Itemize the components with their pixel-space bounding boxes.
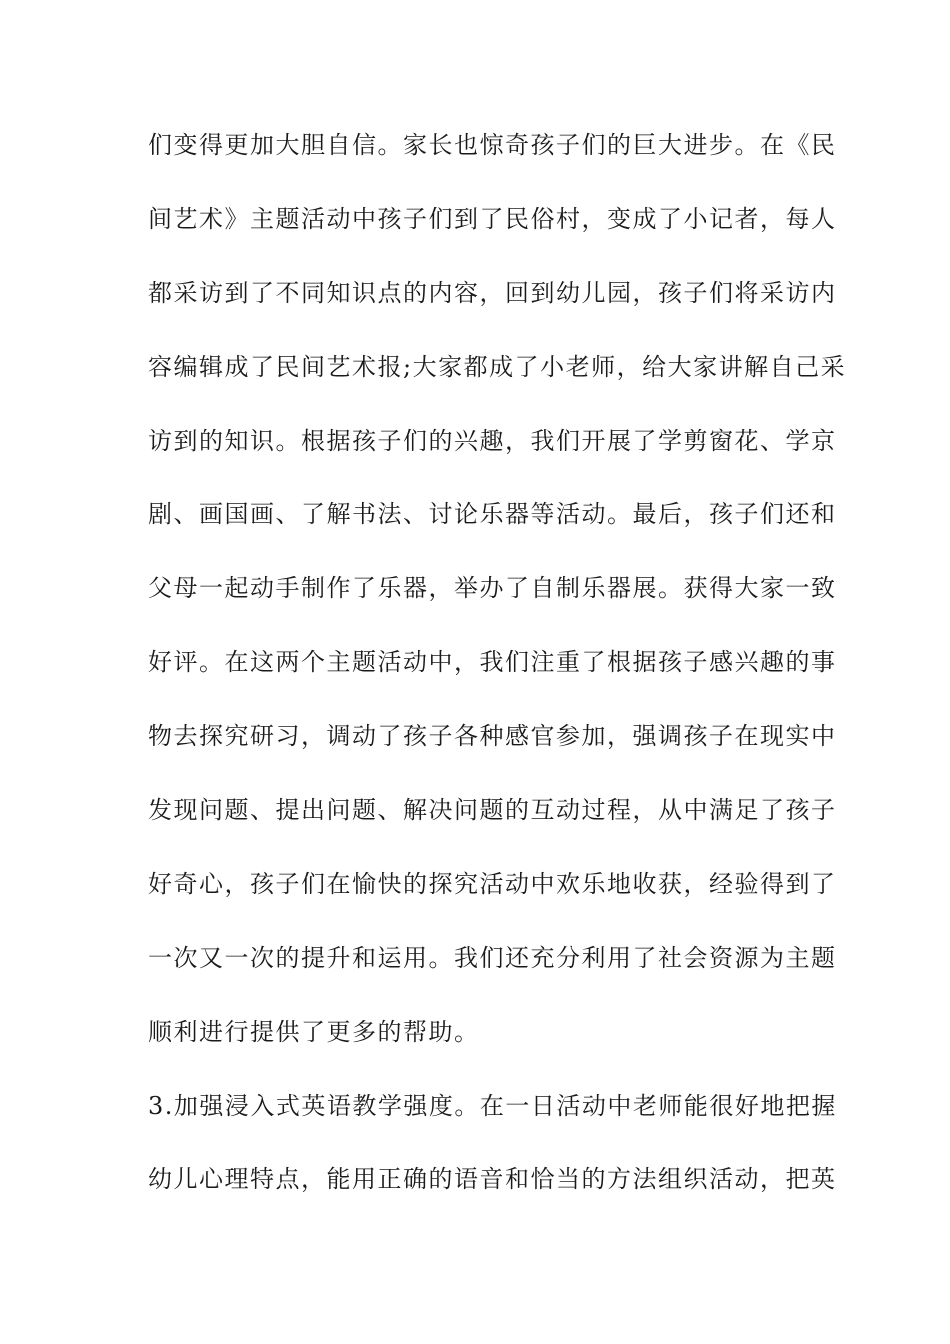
text-line: 都采访到了不同知识点的内容，回到幼儿园，孩子们将采访内: [148, 278, 837, 307]
text-line: 们变得更加大胆自信。家长也惊奇孩子们的巨大进步。在《民: [148, 131, 837, 159]
text-line: 剧、画国画、了解书法、讨论乐器等活动。最后，孩子们还和: [148, 500, 837, 529]
text-line: 容编辑成了民间艺术报;大家都成了小老师，给大家讲解自己采: [148, 352, 847, 381]
text-line: 访到的知识。根据孩子们的兴趣，我们开展了学剪窗花、学京: [148, 426, 837, 455]
text-line: 幼儿心理特点，能用正确的语音和恰当的方法组织活动，把英: [148, 1165, 837, 1194]
text-line: 间艺术》主题活动中孩子们到了民俗村，变成了小记者，每人: [148, 204, 837, 233]
text-line: 父母一起动手制作了乐器，举办了自制乐器展。获得大家一致: [148, 574, 837, 603]
text-line: 物去探究研习，调动了孩子各种感官参加，强调孩子在现实中: [148, 722, 837, 751]
text-line: 3.加强浸入式英语教学强度。在一日活动中老师能很好地把握: [148, 1091, 837, 1120]
text-line: 发现问题、提出问题、解决问题的互动过程，从中满足了孩子: [148, 796, 837, 825]
text-line: 好评。在这两个主题活动中，我们注重了根据孩子感兴趣的事: [148, 648, 837, 677]
text-line: 一次又一次的提升和运用。我们还充分利用了社会资源为主题: [148, 943, 837, 972]
body-text: [148, 129, 847, 1237]
text-line: 好奇心，孩子们在愉快的探究活动中欢乐地收获，经验得到了: [148, 869, 837, 898]
text-line: 顺利进行提供了更多的帮助。: [148, 1017, 480, 1046]
